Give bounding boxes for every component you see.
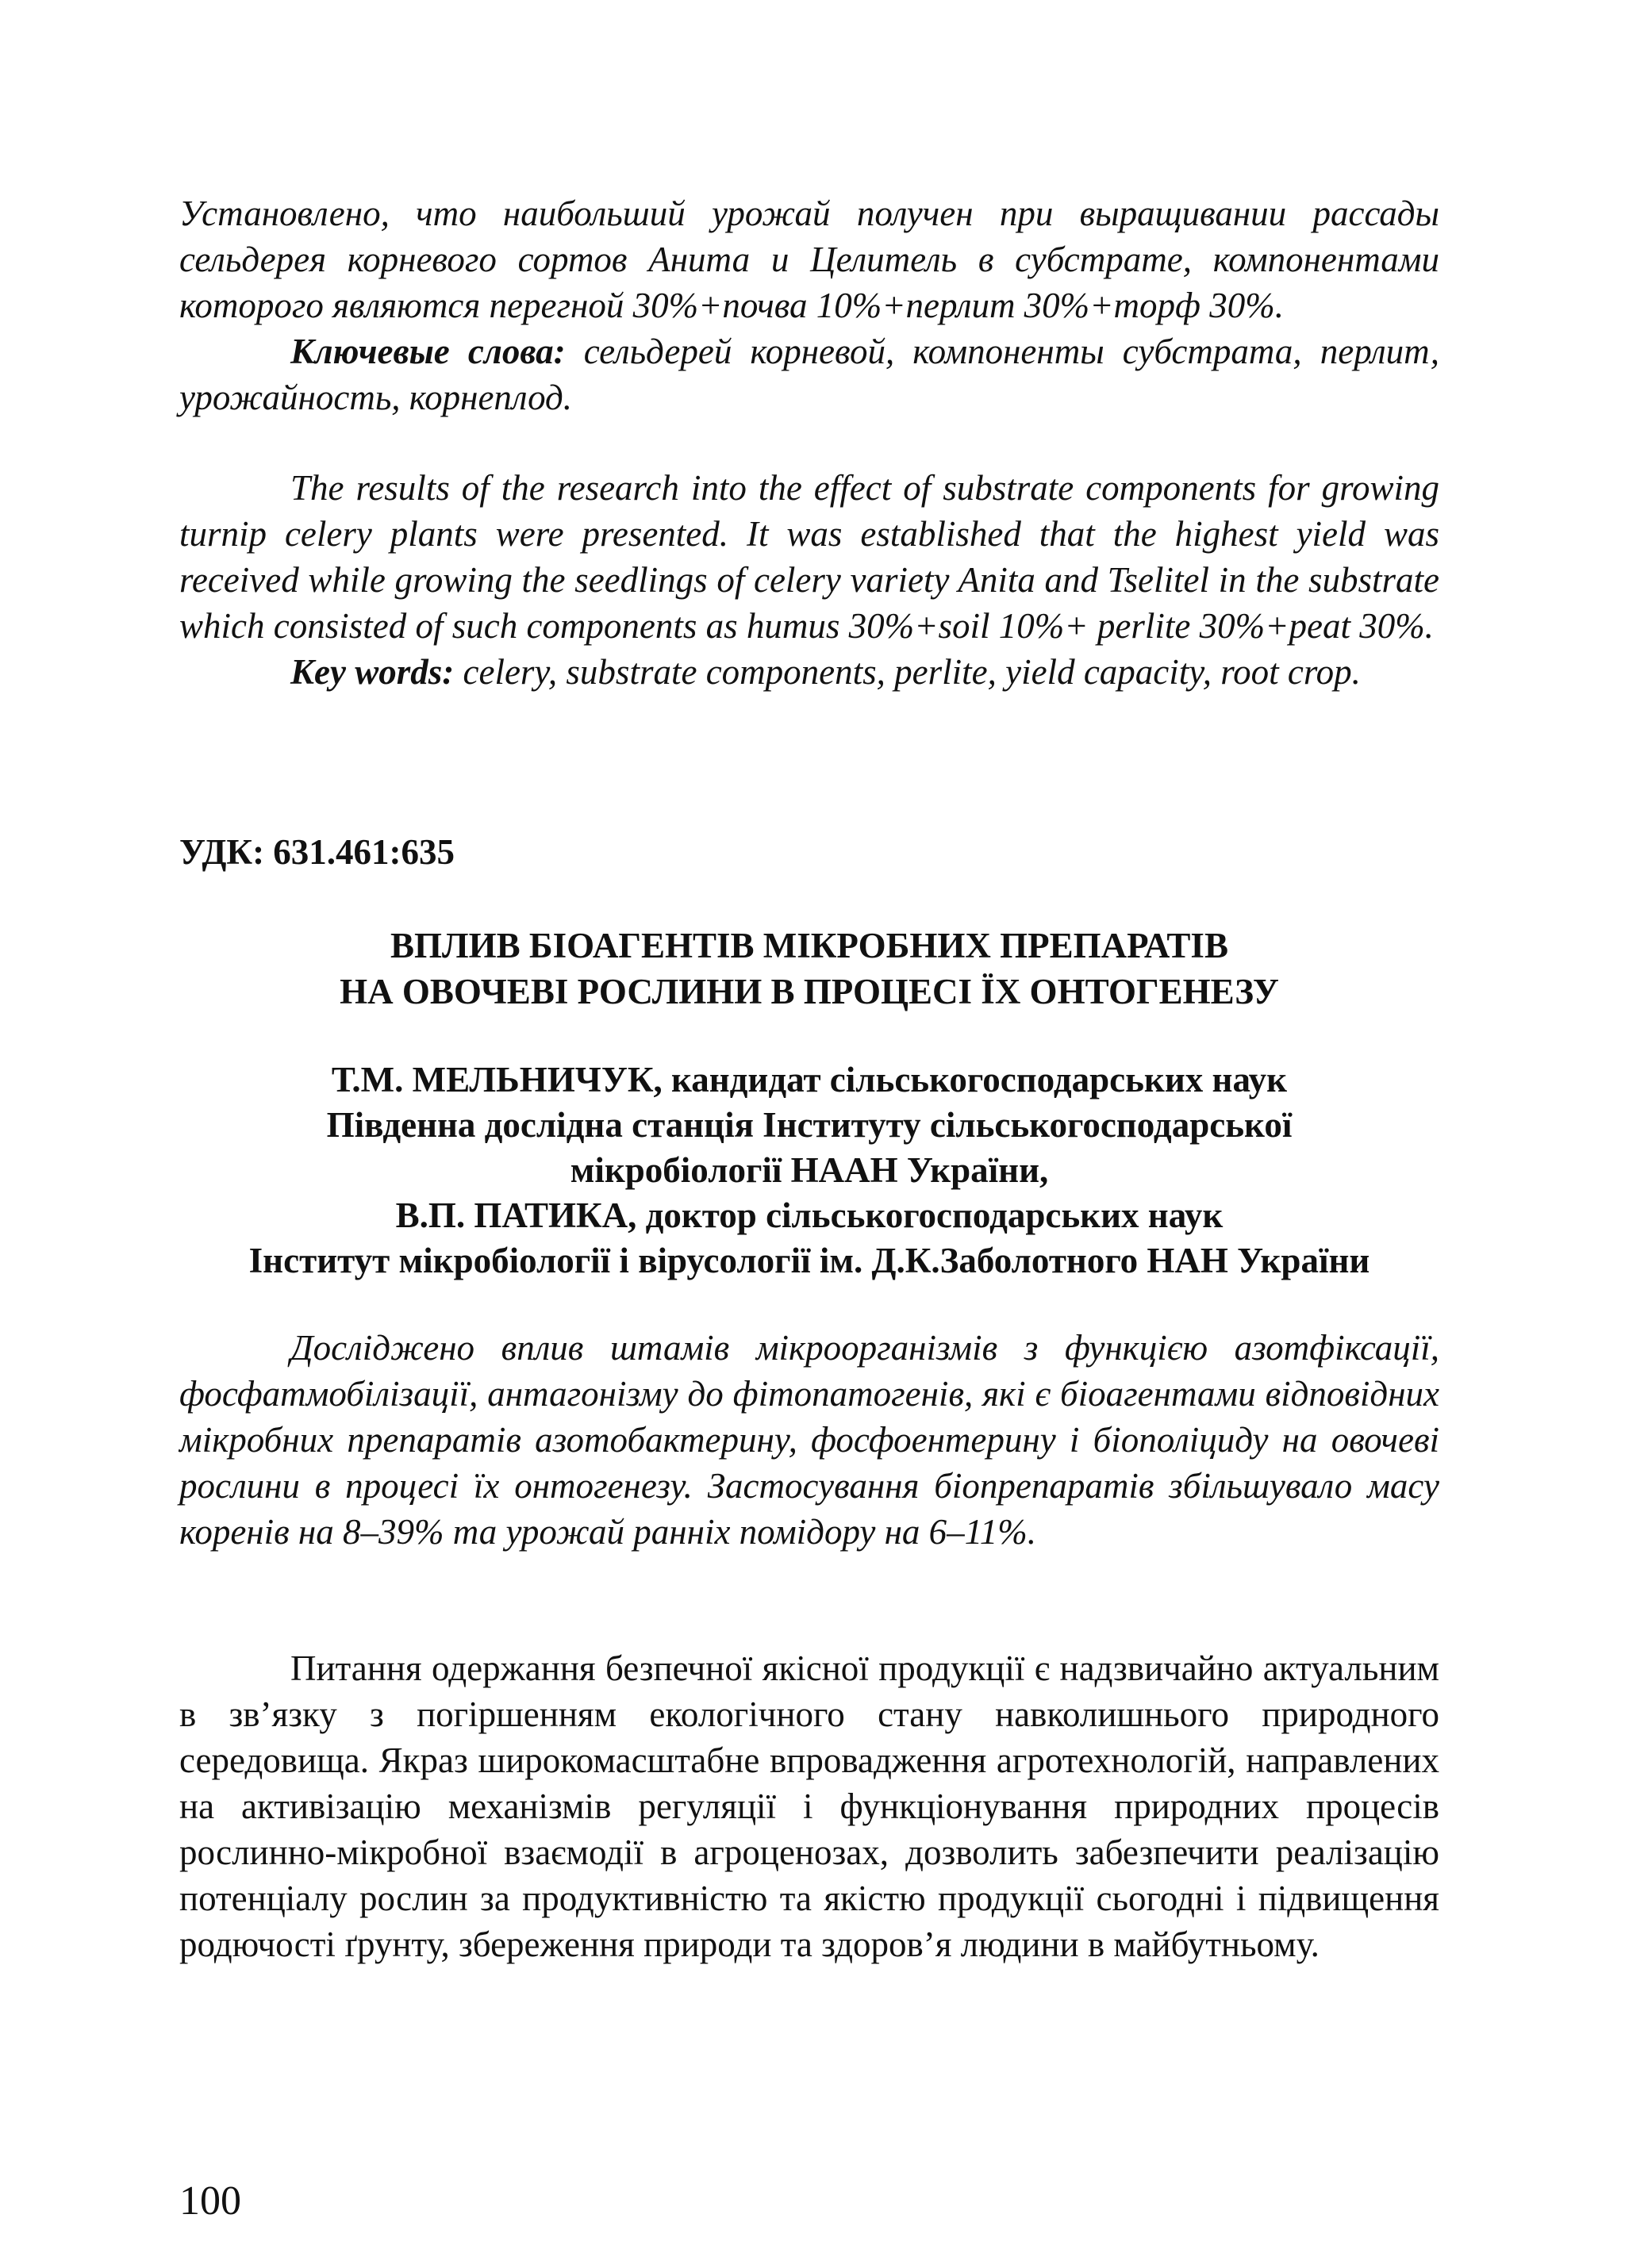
ru-abstract-text: Установлено, что наибольший урожай получен при выращивании рассады сельдерея корневого сортов Анита и Целитель в субстрате, компонентами которого являются перегной 30%+почва 10%+перлит 30%+торф 30%. <box>179 194 1439 325</box>
ru-abstract-block <box>179 190 1439 420</box>
en-keywords-text: celery, substrate components, perlite, yield capacity, root crop. <box>454 652 1361 692</box>
ua-abstract-block <box>179 1325 1439 1555</box>
ru-keywords <box>179 328 1439 420</box>
body-paragraph: Питання одержання безпечної якісної продукції є надзвичайно актуальним в зв’язку з погіршенням екологічного стану навколишнього природного середовища. Якраз широкомасштабне впровадження агротехнологій, направлених на активізацію механізмів регуляції і функціонування природних процесів рослинно-мікробної взаємодії в агроценозах, дозволить забезпечити реалізацію потенціалу рослин за продуктивністю та якістю продукції сьогодні і підвищення родючості ґрунту, збереження природи та здоров’я людини в майбутньому. <box>179 1648 1439 1964</box>
article-title <box>179 923 1439 1015</box>
author-2: В.П. ПАТИКА, доктор сільськогосподарських наук <box>395 1195 1224 1235</box>
body-block <box>179 1645 1439 1967</box>
page-number: 100 <box>179 2178 241 2224</box>
ru-keywords-label: Ключевые слова: <box>290 332 566 371</box>
affiliation-2: Інститут мікробіології і вірусології ім. Д.К.Заболотного НАН України <box>248 1241 1370 1280</box>
en-abstract-block <box>179 465 1439 695</box>
title-line-1: ВПЛИВ БІОАГЕНТІВ МІКРОБНИХ ПРЕПАРАТІВ <box>390 926 1228 965</box>
author-1: Т.М. МЕЛЬНИЧУК, кандидат сільськогосподарських наук <box>331 1060 1288 1099</box>
en-keywords-label: Key words: <box>290 652 455 692</box>
affiliation-1-line-2: мікробіології НААН України, <box>570 1150 1049 1190</box>
udc-block <box>179 829 1439 875</box>
en-keywords <box>179 649 1439 695</box>
title-line-2: НА ОВОЧЕВІ РОСЛИНИ В ПРОЦЕСІ ЇХ ОНТОГЕНЕЗУ <box>340 972 1279 1011</box>
affiliation-1-line-1: Південна дослідна станція Інституту сільськогосподарської <box>326 1105 1293 1145</box>
udc-code: УДК: 631.461:635 <box>179 832 455 872</box>
en-abstract-text: The results of the research into the effect of substrate components for growing turnip celery plants were presented. It was established that the highest yield was received while growing the seedlings of celery variety Anita and Tselitel in the substrate which consisted of such components as humus 30%+soil 10%+ perlite 30%+peat 30%. <box>179 468 1439 646</box>
ua-abstract-text: Досліджено вплив штамів мікроорганізмів з функцією азотфіксації, фосфатмобілізації, антагонізму до фітопатогенів, які є біоагентами відповідних мікробних препаратів азотобактерину, фосфоентерину і біополіциду на овочеві рослини в процесі їх онтогенезу. Застосування біопрепаратів збільшувало масу коренів на 8–39% та урожай ранніх помідору на 6–11%. <box>179 1328 1439 1552</box>
ru-keywords-text: сельдерей корневой, компоненты субстрата, перлит, урожайность, корнеплод. <box>179 332 1439 417</box>
authors-block <box>179 1057 1439 1284</box>
